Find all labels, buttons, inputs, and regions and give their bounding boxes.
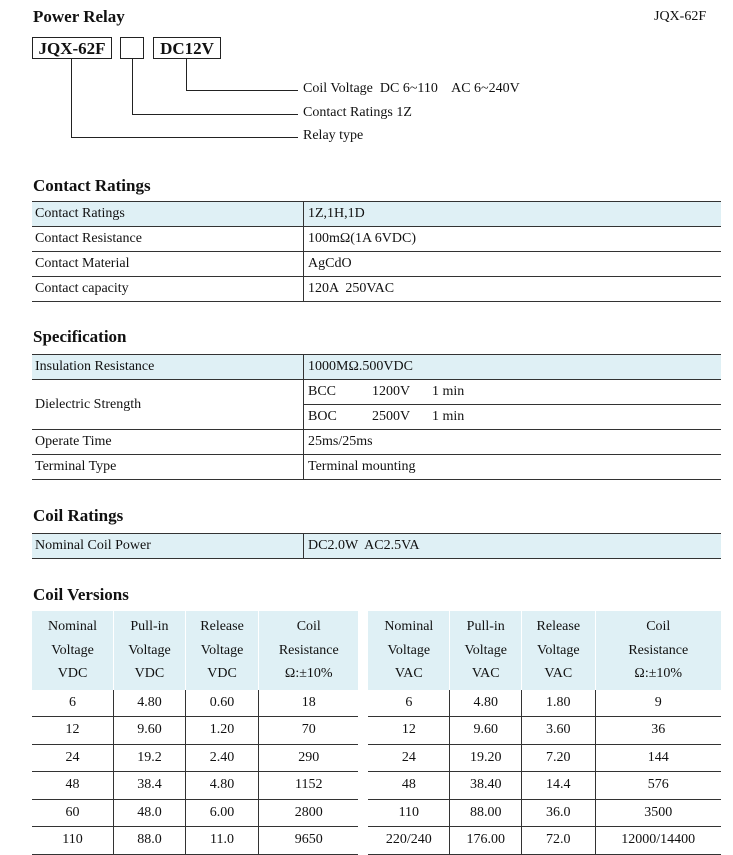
- col-header: Pull-in Voltage VAC: [450, 611, 522, 690]
- table-cell: 18: [259, 690, 359, 717]
- row-value: AgCdO: [304, 252, 722, 277]
- table-cell: 24: [32, 744, 114, 772]
- table-cell: 7.20: [522, 744, 595, 772]
- table-cell: 3500: [595, 799, 721, 827]
- connector-line: [186, 59, 187, 91]
- contact-ratings-label: Contact Ratings 1Z: [303, 105, 412, 120]
- column-gap: [358, 827, 368, 855]
- table-row: [32, 827, 721, 855]
- table-cell: 2.40: [185, 744, 258, 772]
- table-row: [32, 799, 721, 827]
- table-header-row: [32, 611, 721, 690]
- table-cell: 9.60: [450, 717, 522, 745]
- table-cell: 6.00: [185, 799, 258, 827]
- table-row: [32, 772, 721, 800]
- coil-versions-body: [32, 690, 721, 855]
- row-key: Nominal Coil Power: [32, 534, 304, 559]
- table-cell: 24: [368, 744, 450, 772]
- dielectric-boc: [304, 405, 722, 430]
- code-box-contact: [120, 37, 144, 59]
- table-row: [32, 355, 721, 380]
- table-cell: 3.60: [522, 717, 595, 745]
- row-value: Terminal mounting: [304, 455, 722, 480]
- table-cell: 48: [368, 772, 450, 800]
- connector-line: [71, 137, 298, 138]
- table-cell: 36: [595, 717, 721, 745]
- table-cell: 576: [595, 772, 721, 800]
- table-cell: 1.20: [185, 717, 258, 745]
- table-cell: 220/240: [368, 827, 450, 855]
- table-cell: 110: [32, 827, 114, 855]
- boc-label: BOC: [308, 409, 337, 424]
- table-row: [32, 277, 721, 302]
- row-value: 25ms/25ms: [304, 430, 722, 455]
- row-value: 1Z,1H,1D: [304, 202, 722, 227]
- bcc-label: BCC: [308, 384, 337, 399]
- connector-line: [186, 90, 298, 91]
- row-value: DC2.0W AC2.5VA: [304, 534, 722, 559]
- column-gap: [358, 772, 368, 800]
- col-header: Coil Resistance Ω:±10%: [595, 611, 721, 690]
- table-cell: 19.2: [114, 744, 186, 772]
- column-gap: [358, 799, 368, 827]
- coil-versions-table: [32, 611, 721, 855]
- coil-voltage-label: Coil Voltage DC 6~110 AC 6~240V: [303, 81, 520, 96]
- table-row: [32, 380, 721, 405]
- specification-heading: Specification: [33, 327, 127, 346]
- col-header: Release Voltage VDC: [185, 611, 258, 690]
- coil-ratings-heading: Coil Ratings: [33, 506, 124, 525]
- connector-line: [132, 114, 298, 115]
- table-row: [32, 227, 721, 252]
- table-cell: 290: [259, 744, 359, 772]
- coil-ratings-table: [32, 533, 721, 559]
- column-gap: [358, 717, 368, 745]
- row-key: Operate Time: [32, 430, 304, 455]
- table-cell: 4.80: [450, 690, 522, 717]
- col-header: Pull-in Voltage VDC: [114, 611, 186, 690]
- table-cell: 144: [595, 744, 721, 772]
- table-cell: 1152: [259, 772, 359, 800]
- boc-voltage: 2500V: [372, 409, 411, 424]
- table-cell: 9: [595, 690, 721, 717]
- table-row: [32, 744, 721, 772]
- row-value: 1000MΩ.500VDC: [304, 355, 722, 380]
- table-row: [32, 430, 721, 455]
- table-cell: 2800: [259, 799, 359, 827]
- table-cell: 14.4: [522, 772, 595, 800]
- table-cell: 72.0: [522, 827, 595, 855]
- row-key: Contact capacity: [32, 277, 304, 302]
- table-cell: 70: [259, 717, 359, 745]
- table-cell: 11.0: [185, 827, 258, 855]
- model-label: JQX-62F: [654, 9, 707, 24]
- contact-ratings-table: [32, 201, 721, 302]
- col-header: Nominal Voltage VDC: [32, 611, 114, 690]
- row-value: 100mΩ(1A 6VDC): [304, 227, 722, 252]
- table-cell: 0.60: [185, 690, 258, 717]
- contact-ratings-heading: Contact Ratings: [33, 176, 151, 195]
- table-cell: 36.0: [522, 799, 595, 827]
- table-cell: 38.40: [450, 772, 522, 800]
- table-cell: 48: [32, 772, 114, 800]
- row-key: Dielectric Strength: [32, 380, 304, 430]
- boc-time: 1 min: [432, 409, 465, 424]
- row-key: Contact Resistance: [32, 227, 304, 252]
- row-key: Insulation Resistance: [32, 355, 304, 380]
- table-row: [32, 690, 721, 717]
- table-cell: 176.00: [450, 827, 522, 855]
- code-box-type: JQX-62F: [32, 37, 112, 59]
- table-cell: 12000/14400: [595, 827, 721, 855]
- table-row: [32, 717, 721, 745]
- col-header: Nominal Voltage VAC: [368, 611, 450, 690]
- row-key: Contact Material: [32, 252, 304, 277]
- table-cell: 110: [368, 799, 450, 827]
- table-cell: 4.80: [185, 772, 258, 800]
- table-cell: 12: [32, 717, 114, 745]
- connector-line: [71, 59, 72, 138]
- table-cell: 6: [32, 690, 114, 717]
- row-key: Contact Ratings: [32, 202, 304, 227]
- page-title: Power Relay: [33, 7, 125, 26]
- row-value: 120A 250VAC: [304, 277, 722, 302]
- dielectric-bcc: [304, 380, 722, 405]
- column-gap: [358, 611, 368, 690]
- table-cell: 38.4: [114, 772, 186, 800]
- col-header: Coil Resistance Ω:±10%: [259, 611, 359, 690]
- table-cell: 9.60: [114, 717, 186, 745]
- table-cell: 88.0: [114, 827, 186, 855]
- table-cell: 19.20: [450, 744, 522, 772]
- bcc-time: 1 min: [432, 384, 465, 399]
- table-cell: 60: [32, 799, 114, 827]
- table-cell: 9650: [259, 827, 359, 855]
- specification-table: [32, 354, 721, 480]
- bcc-voltage: 1200V: [372, 384, 411, 399]
- table-cell: 48.0: [114, 799, 186, 827]
- table-row: [32, 455, 721, 480]
- row-key: Terminal Type: [32, 455, 304, 480]
- col-header: Release Voltage VAC: [522, 611, 595, 690]
- table-row: [32, 534, 721, 559]
- column-gap: [358, 690, 368, 717]
- coil-versions-heading: Coil Versions: [33, 585, 129, 604]
- table-cell: 88.00: [450, 799, 522, 827]
- column-gap: [358, 744, 368, 772]
- code-box-voltage: DC12V: [153, 37, 221, 59]
- table-row: [32, 252, 721, 277]
- table-cell: 4.80: [114, 690, 186, 717]
- table-cell: 6: [368, 690, 450, 717]
- table-cell: 12: [368, 717, 450, 745]
- relay-type-label: Relay type: [303, 128, 364, 143]
- table-row: [32, 202, 721, 227]
- table-cell: 1.80: [522, 690, 595, 717]
- connector-line: [132, 59, 133, 115]
